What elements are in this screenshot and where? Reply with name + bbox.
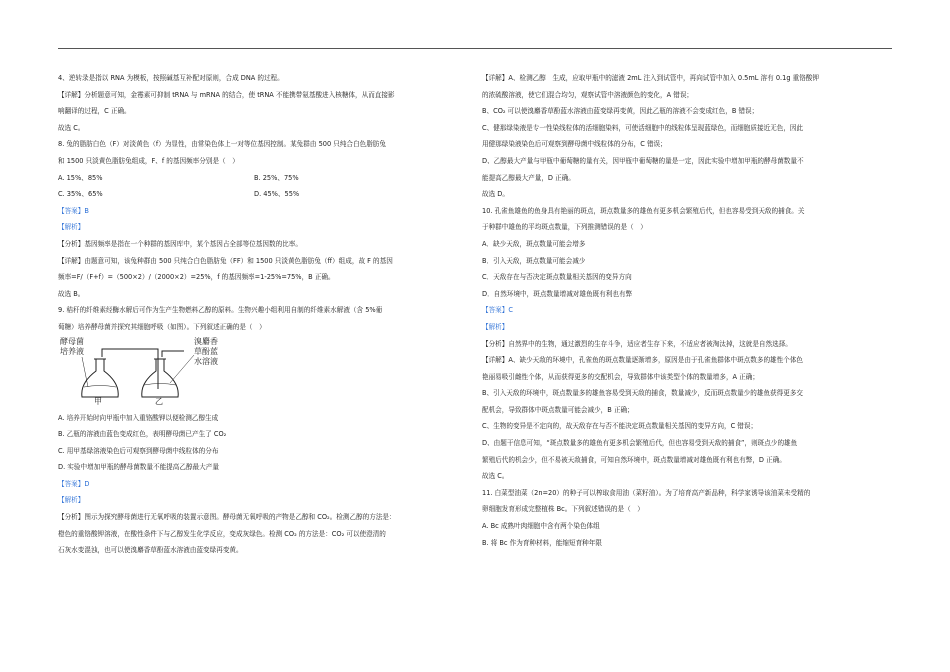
q9-stem: 9. 秸秆的纤维素经酶水解后可作为生产生物燃料乙醇的原料。生物兴趣小组利用自制的纤维素水解液（含 5%葡 xyxy=(58,306,383,315)
q10-detail-6: D、由题干信息可知，“斑点数量多的雄鱼有更多机会繁殖后代，但也容易受到天敌的捕食”，则斑点少的雄鱼 xyxy=(482,439,798,448)
q9-analysis: 【分析】图示为探究酵母菌进行无氧呼吸的装置示意图。酵母菌无氧呼吸的产物是乙醇和 CO₂。检测乙醇的方法是： xyxy=(58,513,396,522)
q9-answer: 【答案】D xyxy=(58,479,90,488)
q8-options-row2 xyxy=(58,186,470,203)
q10-option-c: C．天敌存在与否决定斑点数量相关基因的变异方向 xyxy=(482,273,632,282)
q9-option-a: A. 培养开始时向甲瓶中加入重铬酸钾以便检测乙醇生成 xyxy=(58,413,219,422)
q9-stem-cont: 萄糖）培养酵母菌并探究其细胞呼吸（如图）。下列叙述正确的是（ ） xyxy=(58,322,266,331)
q10-detail-3: B、引入天敌的环境中，斑点数量多的雄鱼容易受到天敌的捕食，数量减少，反而斑点数量少的雄鱼获得更多交 xyxy=(482,389,804,398)
q10-stem-cont: 于种群中雄鱼的平均斑点数量，下列推测错误的是（ ） xyxy=(482,223,647,232)
q9-jiexi: 【解析】 xyxy=(58,496,85,505)
q11-stem: 11. 白菜型油菜（2n=20）的种子可以榨取食用油（菜籽油）。为了培育高产新品种，科学家诱导该油菜未受精的 xyxy=(482,488,811,497)
q8-options-row1 xyxy=(58,170,470,187)
q8-detail: 【详解】由题意可知，该兔种群由 500 只纯合白色脂肪兔（FF）和 1500 只淡黄色脂肪兔（ff）组成，故 F 的基因 xyxy=(58,256,393,265)
fig-label-yeast: 酵母菌 xyxy=(60,336,84,346)
q9-detail-2: 的浓硫酸溶液，使它们混合均匀，观察试管中溶液颜色的变化，A 错误； xyxy=(482,90,694,99)
q8-stem-cont: 和 1500 只淡黄色脂肪兔组成，F、f 的基因频率分别是（ ） xyxy=(58,156,239,165)
q10-jiexi: 【解析】 xyxy=(482,322,509,331)
q9-conclusion: 故选 D。 xyxy=(482,190,509,199)
q10-detail-5: C、生物的变异是不定向的，故天敌存在与否不能决定斑点数量相关基因的变异方向，C 错误； xyxy=(482,422,758,431)
q9-option-d: D. 实验中增加甲瓶的酵母菌数量不能提高乙醇最大产量 xyxy=(58,463,219,472)
q4-option-text: 4、逆转录是指以 RNA 为模板，按照碱基互补配对原则，合成 DNA 的过程。 xyxy=(58,74,284,82)
q11-option-b: B. 将 Bc 作为育种材料，能缩短育种年限 xyxy=(482,538,602,547)
q9-detail-4: C、健那绿染液是专一性染线粒体的活细胞染料，可使活细胞中的线粒体呈现蓝绿色，而细胞质接近无色，因此 xyxy=(482,123,804,132)
q9-detail-6: D、乙醇最大产量与甲瓶中葡萄糖的量有关，因甲瓶中葡萄糖的量是一定，因此实验中增加甲瓶的酵母菌数量不 xyxy=(482,156,804,165)
fig-label-medium: 培养液 xyxy=(60,346,84,356)
q10-stem: 10. 孔雀鱼雄鱼的鱼身具有艳丽的斑点，斑点数量多的雄鱼有更多机会繁殖后代，但也容易受到天敌的捕食。关 xyxy=(482,206,805,215)
q8-option-b: B. 25%、75% xyxy=(254,173,299,182)
q8-jiexi: 【解析】 xyxy=(58,223,85,232)
q9-detail-3: B、CO₂ 可以使溴麝香草酚蓝水溶液由蓝变绿再变黄，因此乙瓶的溶液不会变成红色，B 错误； xyxy=(482,107,759,116)
q8-conclusion: 故选 B。 xyxy=(58,289,85,298)
q8-analysis: 【分析】基因频率是指在一个种群的基因库中，某个基因占全部等位基因数的比率。 xyxy=(58,239,302,248)
right-column xyxy=(482,70,894,551)
q10-option-b: B．引入天敌，斑点数量可能会减少 xyxy=(482,256,586,265)
fig-label-jia: 甲 xyxy=(94,396,102,406)
q11-option-a: A. Bc 成熟叶肉细胞中含有两个染色体组 xyxy=(482,522,600,531)
q10-analysis: 【分析】自然界中的生物，通过激烈的生存斗争，适应者生存下来，不适应者被淘汰掉，这就是自然选择。 xyxy=(482,339,792,348)
q9-analysis-cont: 橙色的重铬酸钾溶液，在酸性条件下与乙醇发生化学反应，变成灰绿色。检测 CO₂ 的方法是：CO₂ 可以使澄清的 xyxy=(58,529,386,538)
q9-detail: 【详解】A、检测乙醇 生成，应取甲瓶中的滤液 2mL 注入到试管中，再向试管中加入 0.5mL 溶有 0.1g 重铬酸钾 xyxy=(482,74,819,82)
q9-option-b: B. 乙瓶的溶液由蓝色变成红色，表明酵母菌已产生了 CO₂ xyxy=(58,430,227,439)
q4-conclusion: 故选 C。 xyxy=(58,123,85,132)
header-rule xyxy=(58,48,892,49)
q9-detail-7: 能提高乙醇最大产量，D 正确。 xyxy=(482,173,575,182)
q10-detail-2: 艳丽易吸引雌性个体，从而获得更多的交配机会，导致群体中该类型个体的数量增多，A 正确； xyxy=(482,372,759,381)
q8-option-c: C. 35%、65% xyxy=(58,190,103,199)
q10-option-a: A．缺少天敌，斑点数量可能会增多 xyxy=(482,239,586,248)
q10-conclusion: 故选 C。 xyxy=(482,472,509,481)
q10-detail-4: 配机会，导致群体中斑点数量可能会减少，B 正确； xyxy=(482,405,634,414)
q11-stem-cont: 卵细胞发育形成完整植株 Bc。下列叙述错误的是（ ） xyxy=(482,505,644,514)
fig-label-yi: 乙 xyxy=(155,396,163,406)
q4-explanation-cont: 响翻译的过程，C 正确。 xyxy=(58,107,131,116)
q10-detail: 【详解】A、缺少天敌的环境中，孔雀鱼的斑点数量逐渐增多，原因是由于孔雀鱼群体中斑点数多的雄性个体色 xyxy=(482,356,804,365)
q10-answer: 【答案】C xyxy=(482,306,513,315)
q10-detail-7: 繁殖后代的机会少，但不易被天敌捕食，可知自然环境中，斑点数量增减对雄鱼既有利也有弊，D 正确。 xyxy=(482,455,786,464)
q4-explanation: 【详解】分析题意可知，金霉素可抑制 tRNA 与 mRNA 的结合，使 tRNA 不能携带氨基酸进入核糖体，从而直接影 xyxy=(58,90,395,99)
q9-figure xyxy=(58,337,470,407)
q9-analysis-cont2: 石灰水变混浊，也可以使溴麝香草酚蓝水溶液由蓝变绿再变黄。 xyxy=(58,546,243,555)
q8-stem: 8. 兔的脂肪白色（F）对淡黄色（f）为显性，由常染色体上一对等位基因控制。某兔群由 500 只纯合白色脂肪兔 xyxy=(58,140,386,149)
q9-option-c: C. 用甲基绿溶液染色后可观察到酵母菌中线粒体的分布 xyxy=(58,446,219,455)
left-column xyxy=(58,70,470,559)
q8-detail-cont: 频率=F/（F+f）=（500×2）/（2000×2）=25%，f 的基因频率=1-25%=75%，B 正确。 xyxy=(58,273,335,282)
q8-option-a: A. 15%、85% xyxy=(58,173,103,182)
fig-label-btb-2: 草酚蓝 xyxy=(194,346,218,356)
q9-detail-5: 用健那绿染液染色后可观察到酵母菌中线粒体的分布，C 错误； xyxy=(482,140,667,149)
fig-label-btb-1: 溴麝香 xyxy=(194,336,218,346)
q10-option-d: D．自然环境中，斑点数量增减对雄鱼既有利也有弊 xyxy=(482,289,633,298)
q8-answer: 【答案】B xyxy=(58,206,89,215)
q8-option-d: D. 45%、55% xyxy=(254,190,300,199)
fig-label-btb-3: 水溶液 xyxy=(194,356,218,366)
